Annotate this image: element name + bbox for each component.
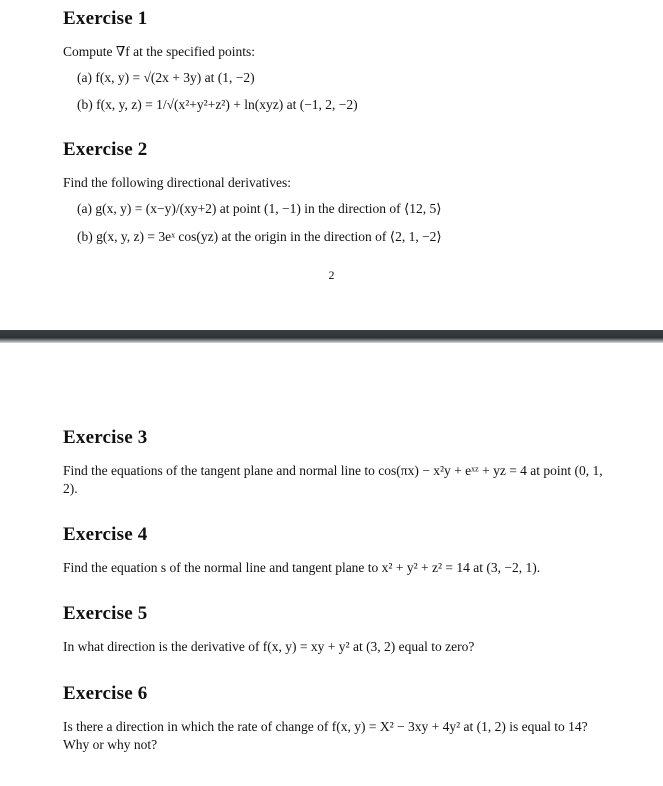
exercise-5 bbox=[63, 603, 623, 625]
exercise-1-body bbox=[63, 43, 623, 61]
exercise-6-body bbox=[63, 718, 608, 754]
exercise-4-text: Find the equation s of the normal line and tangent plane to x² + y² + z² = 14 at (3, −2, 1). bbox=[63, 560, 541, 575]
part-a-text: g(x, y) = (x−y)/(xy+2) at point (1, −1) in the direction of ⟨12, 5⟩ bbox=[95, 201, 442, 216]
page-1 bbox=[0, 0, 663, 330]
exercise-1-intro: Compute ∇f at the specified points: bbox=[63, 44, 256, 59]
exercise-5-body bbox=[63, 638, 623, 656]
exercise-3 bbox=[63, 427, 623, 449]
page-number: 2 bbox=[328, 268, 335, 282]
exercise-6 bbox=[63, 683, 623, 705]
exercise-1-title: Exercise 1 bbox=[63, 8, 148, 29]
exercise-6-text: Is there a direction in which the rate of change of f(x, y) = X² − 3xy + 4y² at (1, 2) is equal to 14? Why or why not? bbox=[63, 719, 588, 752]
exercise-1 bbox=[63, 8, 623, 30]
exercise-3-body bbox=[63, 462, 608, 498]
part-b-label: (b) bbox=[77, 97, 93, 112]
exercise-3-title: Exercise 3 bbox=[63, 427, 148, 448]
page-divider bbox=[0, 330, 663, 343]
part-b-text: f(x, y, z) = 1/√(x²+y²+z²) + ln(xyz) at (−1, 2, −2) bbox=[96, 97, 358, 112]
exercise-2-part-a bbox=[63, 200, 623, 218]
exercise-4-body bbox=[63, 559, 623, 577]
exercise-1-part-a bbox=[63, 69, 623, 87]
exercise-4-title: Exercise 4 bbox=[63, 524, 148, 545]
exercise-5-title: Exercise 5 bbox=[63, 603, 148, 624]
part-a-label: (a) bbox=[77, 70, 92, 85]
exercise-6-title: Exercise 6 bbox=[63, 683, 148, 704]
exercise-2-intro: Find the following directional derivatives: bbox=[63, 175, 291, 190]
exercise-5-text: In what direction is the derivative of f(x, y) = xy + y² at (3, 2) equal to zero? bbox=[63, 639, 475, 654]
page-2 bbox=[0, 343, 663, 786]
exercise-2 bbox=[63, 139, 623, 161]
exercise-3-text: Find the equations of the tangent plane and normal line to cos(πx) − x²y + eˣᶻ + yz = 4 at point (0, 1, 2). bbox=[63, 463, 603, 496]
part-b-label: (b) bbox=[77, 229, 93, 244]
part-b-text: g(x, y, z) = 3eˣ cos(yz) at the origin in the direction of ⟨2, 1, −2⟩ bbox=[96, 229, 442, 244]
exercise-2-title: Exercise 2 bbox=[63, 139, 148, 160]
part-a-label: (a) bbox=[77, 201, 92, 216]
exercise-2-part-b bbox=[63, 228, 623, 246]
exercise-1-part-b bbox=[63, 96, 623, 114]
exercise-4 bbox=[63, 524, 623, 546]
exercise-2-body bbox=[63, 174, 623, 192]
part-a-text: f(x, y) = √(2x + 3y) at (1, −2) bbox=[95, 70, 255, 85]
